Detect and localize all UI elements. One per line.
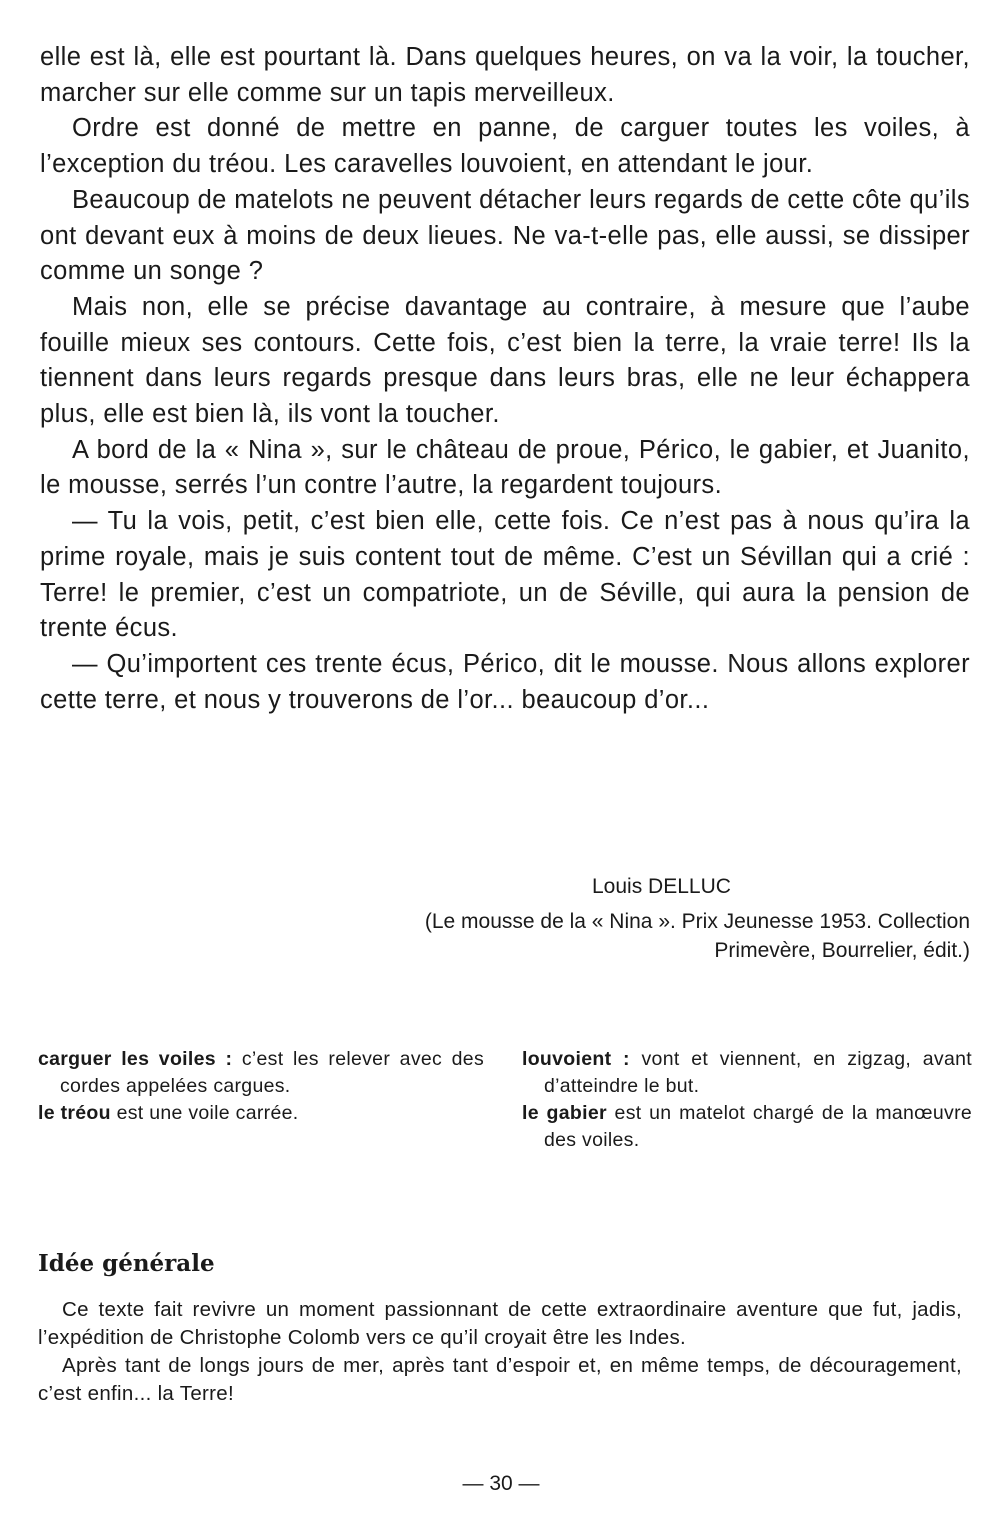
glossary-definition: vont et viennent, en zigzag, avant d’atteindre le but. xyxy=(544,1048,972,1097)
glossary-term: louvoient : xyxy=(522,1048,630,1070)
glossary-term: carguer les voiles : xyxy=(38,1048,233,1070)
glossary-term: le tréou xyxy=(38,1102,111,1124)
paragraph-4: Mais non, elle se précise davantage au contraire, à mesure que l’aube fouille mieux ses contours. Cette fois, c’est bien la terre, la vraie terre! Ils la tiennent dans leurs regards presque dans leurs bras, elle ne leur échappera plus, elle est bien là, ils vont la toucher. xyxy=(40,292,970,429)
glossary-entry xyxy=(522,1100,972,1154)
source-citation: (Le mousse de la « Nina ». Prix Jeunesse 1953. Collection Primevère, Bourrelier, édit.) xyxy=(424,910,970,962)
idee-generale-text xyxy=(38,1296,962,1408)
paragraph-5: A bord de la « Nina », sur le château de proue, Périco, le gabier, et Juanito, le mousse, serrés l’un contre l’autre, la regardent toujours. xyxy=(40,435,970,500)
idee-paragraph-1: Ce texte fait revivre un moment passionnant de cette extraordinaire aventure que fut, jadis, l’expédition de Christophe Colomb vers ce qu’il croyait être les Indes. xyxy=(38,1298,962,1349)
paragraph-3: Beaucoup de matelots ne peuvent détacher leurs regards de cette côte qu’ils ont devant eux à moins de deux lieues. Ne va-t-elle pas, elle aussi, se dissiper comme un songe ? xyxy=(40,185,970,286)
glossary-definition: c’est les relever avec des cordes appelées cargues. xyxy=(60,1048,484,1097)
idee-paragraph-2: Après tant de longs jours de mer, après tant d’espoir et, en même temps, de découragement, c’est enfin... la Terre! xyxy=(38,1354,962,1405)
page-number: — 30 — xyxy=(462,1472,540,1495)
main-text xyxy=(40,40,970,718)
paragraph-7: — Qu’importent ces trente écus, Périco, dit le mousse. Nous allons explorer cette terre, et nous y trouverons de l’or... beaucoup d’or... xyxy=(40,649,970,714)
glossary-definition: est une voile carrée. xyxy=(116,1102,299,1124)
glossary-definition: est un matelot chargé de la manœuvre des voiles. xyxy=(544,1102,973,1151)
paragraph-1: elle est là, elle est pourtant là. Dans quelques heures, on va la voir, la toucher, marcher sur elle comme sur un tapis merveilleux. xyxy=(40,43,970,107)
paragraph-6: — Tu la vois, petit, c’est bien elle, cette fois. Ce n’est pas à nous qu’ira la prime royale, mais je suis content tout de même. C’est un Sévillan qui a crié : Terre! le premier, c’est un compatriote, un de Séville, qui aura la pension de trente écus. xyxy=(40,507,970,643)
attribution xyxy=(360,872,970,965)
author-name: Louis DELLUC xyxy=(592,875,731,898)
glossary-entry xyxy=(38,1100,484,1127)
glossary-entry xyxy=(38,1046,484,1100)
glossary-left-column xyxy=(38,1046,484,1127)
section-heading: Idée générale xyxy=(38,1250,215,1277)
glossary-right-column xyxy=(522,1046,972,1154)
glossary-term: le gabier xyxy=(522,1102,607,1124)
paragraph-2: Ordre est donné de mettre en panne, de carguer toutes les voiles, à l’exception du tréou. Les caravelles louvoient, en attendant le jour. xyxy=(40,114,970,179)
glossary-entry xyxy=(522,1046,972,1100)
